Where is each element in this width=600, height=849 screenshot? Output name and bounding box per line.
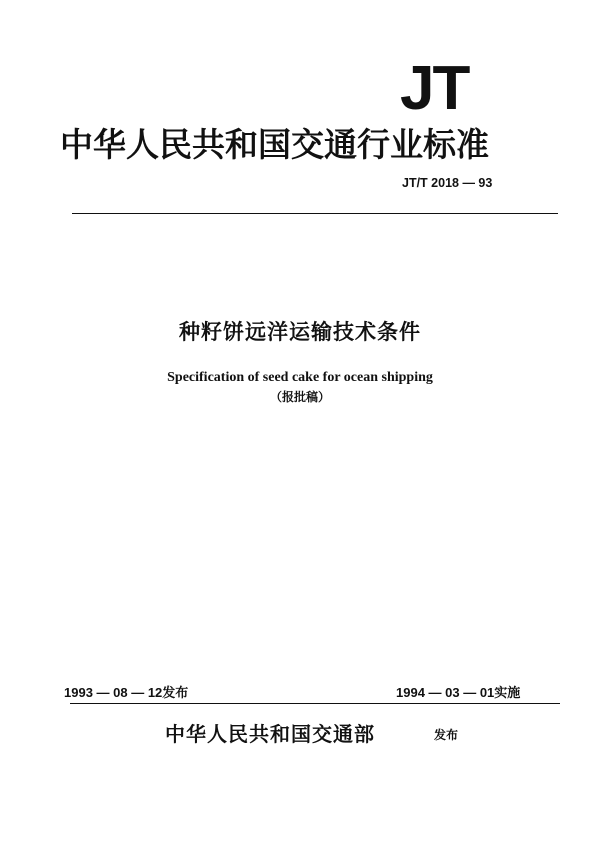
standard-category-title: 中华人民共和国交通行业标准 bbox=[60, 125, 489, 164]
issue-date: 1993 — 08 — 12发布 bbox=[64, 685, 189, 700]
top-divider bbox=[72, 213, 558, 214]
publisher-name: 中华人民共和国交通部 bbox=[165, 722, 375, 746]
document-title-chinese: 种籽饼远洋运输技术条件 bbox=[179, 320, 421, 344]
standard-code: JT/T 2018 — 93 bbox=[402, 176, 493, 190]
effective-date: 1994 — 03 — 01实施 bbox=[396, 685, 521, 700]
draft-note: （报批稿） bbox=[269, 390, 330, 404]
bottom-divider bbox=[70, 703, 560, 704]
publish-label: 发布 bbox=[434, 728, 459, 742]
jt-logo: JT bbox=[400, 54, 469, 123]
document-title-english: Specification of seed cake for ocean shipping bbox=[167, 370, 433, 385]
